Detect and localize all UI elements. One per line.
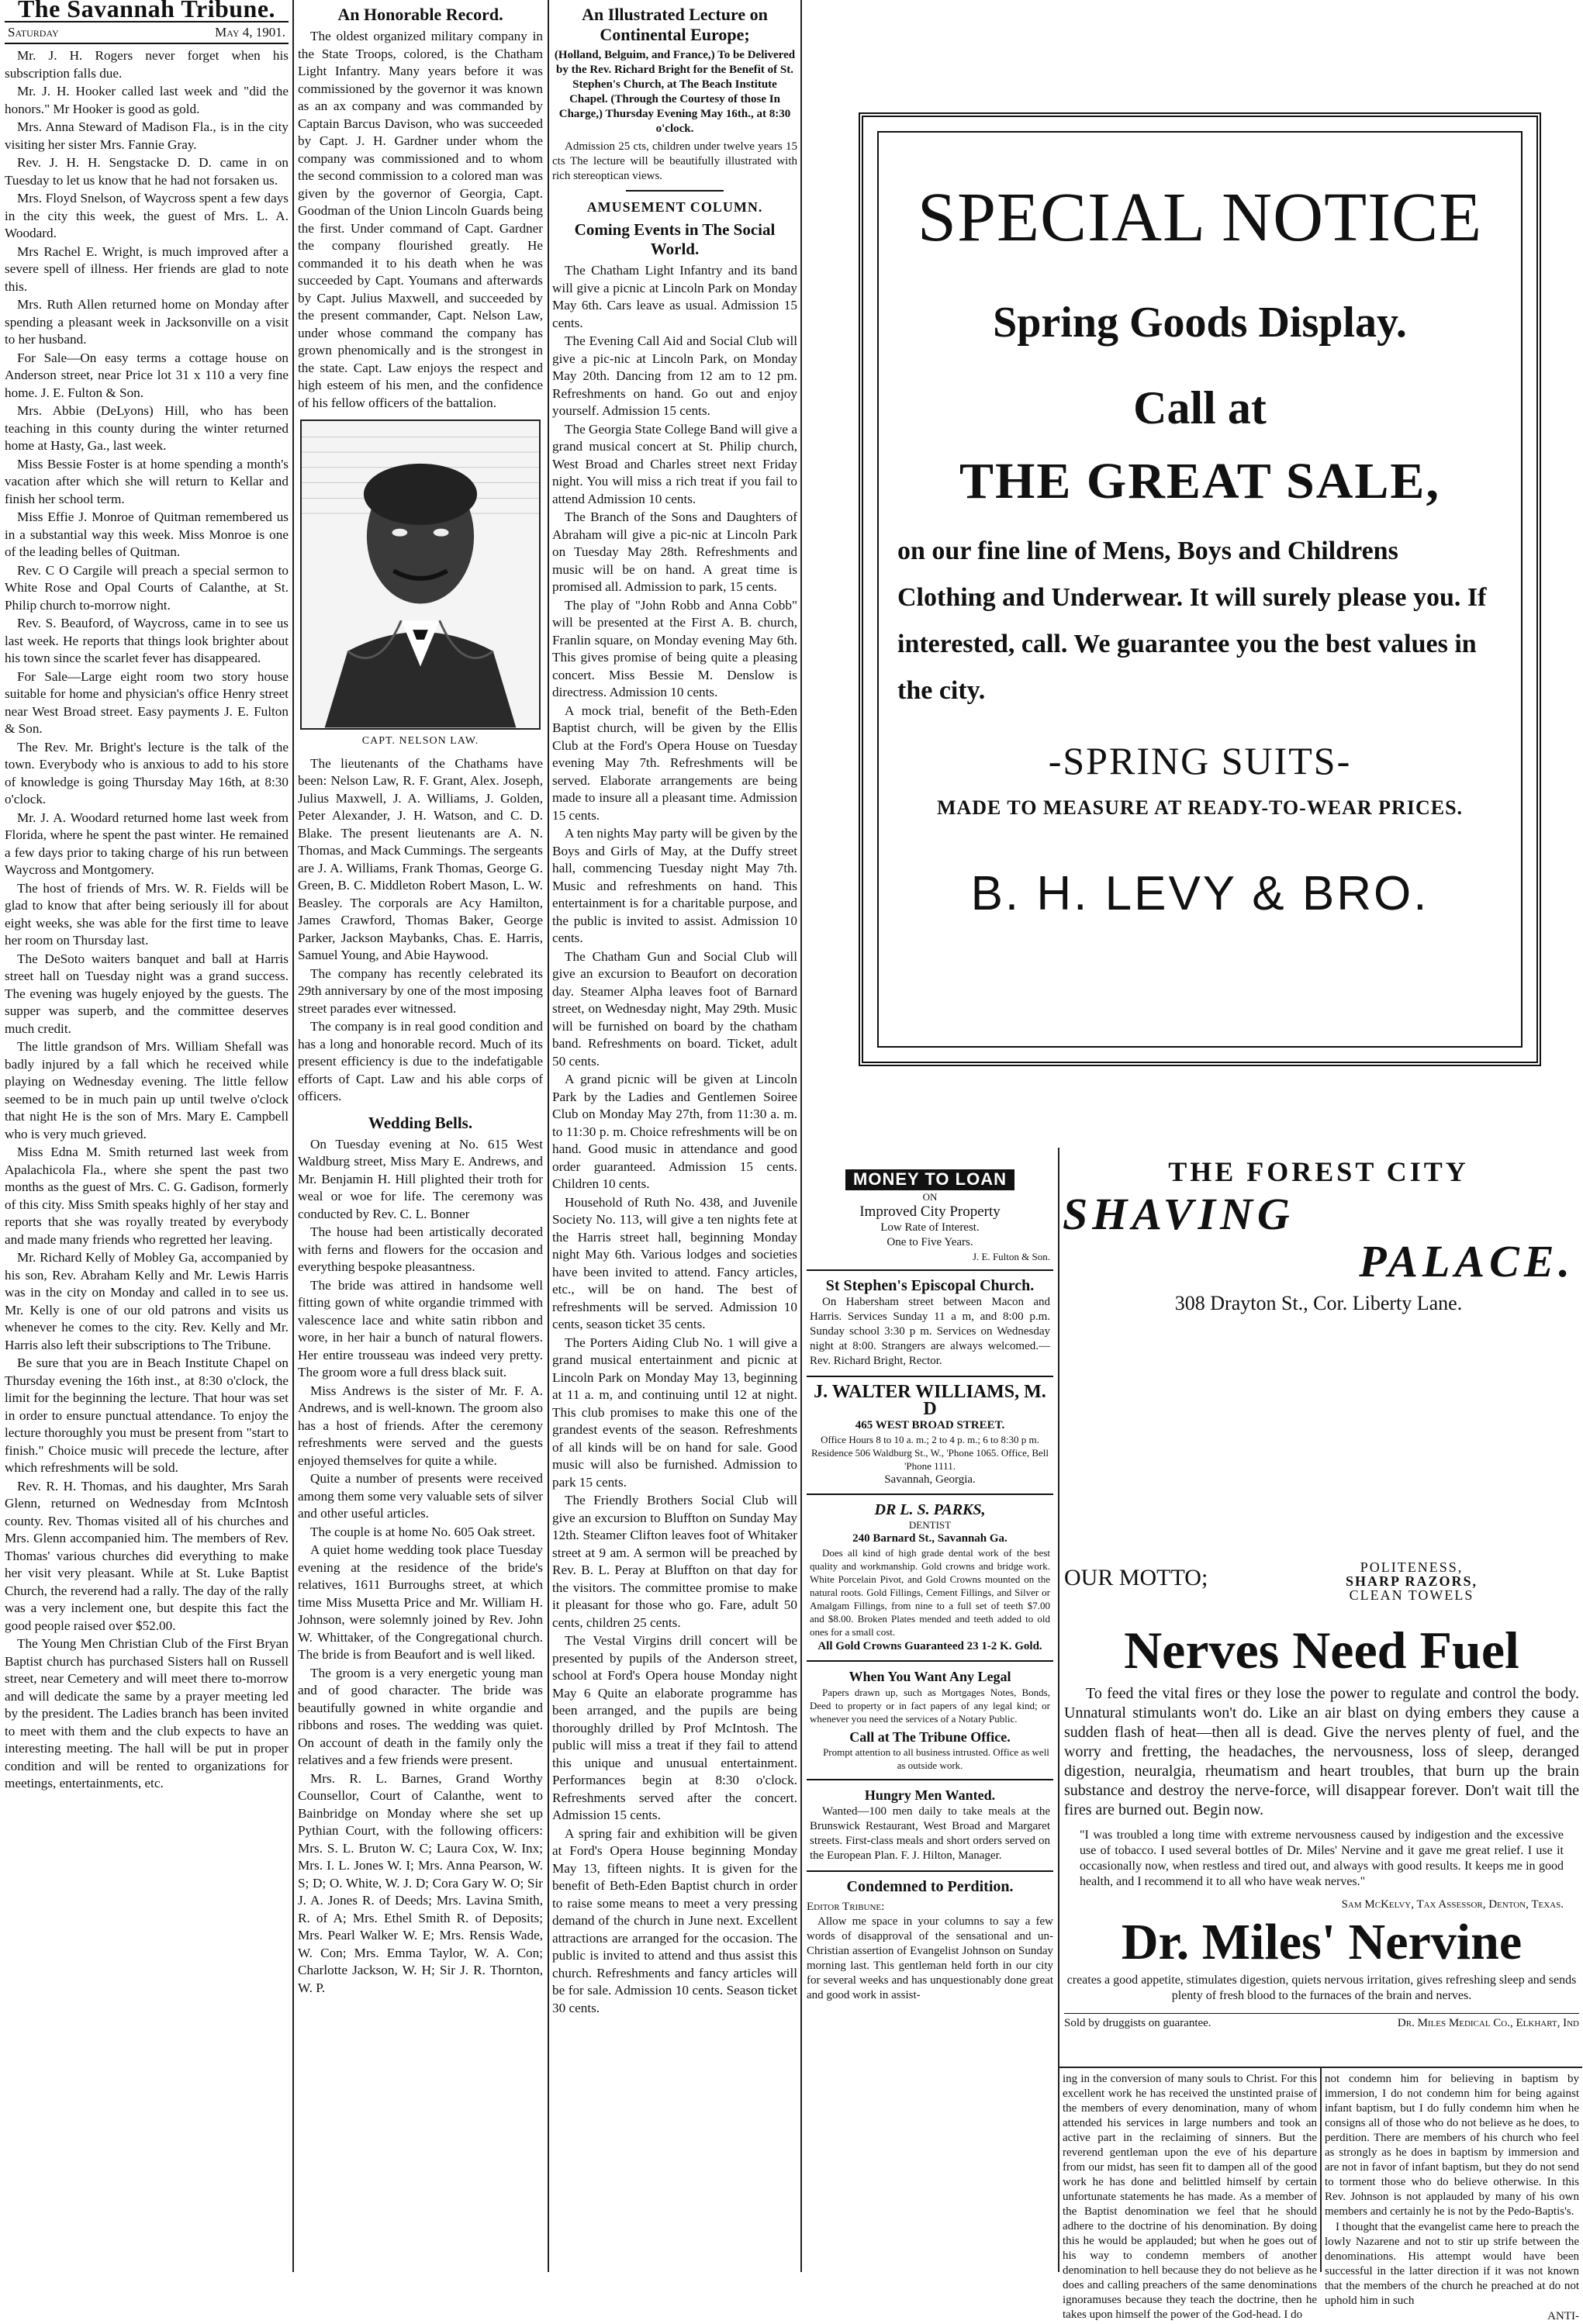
paragraph: A grand picnic will be given at Lincoln Park by the Ladies and Gentlemen Soiree Club on Monday May 27th, from 11:30 a. m. to 11:30 p. m. Choice refreshments will be on hand. Good music in attendance and good order guaranteed. Admission 15 cents. Children 10 cents. [552,1072,797,1191]
paragraph: Mr. J. H. Hooker called last week and "did the honors." Mr Hooker is good as gold. [5,84,289,116]
lecture-details: (Holland, Belguim, and France,) To be Delivered by the Rev. Richard Bright for the Benefit of St. Stephen's Church, at The Beach Institute Chapel. (Through the Courtesy of those In Charge,) Thursday Evening May 16th., at 8:30 o'clock. [554,49,796,135]
paragraph: The little grandson of Mrs. William Shefall was badly injured by a fall which he received while playing on Wednesday evening. The little fellow seemed to be in much pain up until twelve o'clock that night He is the son of Mrs. Mary E. Campbell who is very much grieved. [5,1039,289,1141]
nervine-footer [1064,2013,1579,2030]
shaving-palace-address: 308 Drayton St., Cor. Liberty Lane. [1174,1292,1463,1314]
special-notice-frame [877,131,1523,1048]
paragraph: The Rev. Mr. Bright's lecture is the talk of the town. Everybody who is anxious to add to his store of knowledge is going Thursday May 16th, at 8:30 o'clock. [5,739,289,806]
paragraph: Miss Andrews is the sister of Mr. F. A. Andrews, and is well-known. The groom also has a host of friends. After the ceremony refreshments were served and the guests enjoyed themselves for quite a while. [298,1383,543,1468]
paragraph: Mr. J. A. Woodard returned home last week from Florida, where he spent the past winter. He remained a few days prior to taking charge of his run between Waycross and Montgomery. [5,810,289,877]
notice-call-at: Call at [1133,382,1267,433]
motto-razors: SHARP RAZORS, [1345,1573,1478,1589]
dateline-date: May 4, 1901. [215,24,285,40]
motto-politeness: POLITENESS, [1360,1559,1464,1575]
paragraph: Rev. R. H. Thomas, and his daughter, Mrs Sarah Glenn, returned on Wednesday from McIntosh county. Rev. Thomas visited all of his churches and Mrs. Glenn accompanied him. The members of Rev. Thomas' various churches did everything to make her visit very pleasant. While at St. Luke Baptist Church, the reverend had a rally. The day of the rally was a very inclement one, but despite this fact the good people raised over $52.00. [5,1478,289,1633]
money-line-3: One to Five Years. [887,1236,973,1248]
legal-body: Papers drawn up, such as Mortgages Notes, Bonds, Deed to property or in fact papers of any legal kind; or whenever you need the services of a Notary Public. [810,1686,1050,1725]
hungry-body: Wanted—100 men daily to take meals at the Brunswick Restaurant, West Broad and Margaret streets. First-class meals and short orders served on the European Plan. F. J. Hilton, Manager. [810,1804,1050,1862]
paragraph: The house had been artistically decorated with ferns and flowers for the occasion and everything bespoke pleasantness. [298,1224,543,1274]
paragraph: A quiet home wedding took place Tuesday evening at the residence of the bride's relatives, 1611 Burroughs street, at which time Miss Musetta Price and Mr. William H. Johnson, were solemnly joined by Rev. John W. Whittaker, of the Congregational church. The bride is from Beaufort and is well liked. [298,1542,543,1662]
column-small-ads [807,1163,1053,2063]
parks-crowns: All Gold Crowns Guaranteed 23 1-2 K. Gold. [817,1640,1042,1652]
column-rule [1058,1148,1059,2272]
nervine-sold-by: Sold by druggists on guarantee. [1064,2017,1211,2029]
paragraph: Miss Edna M. Smith returned last week from Apalachicola Fla., where she spent the past two months as the guest of Mrs. C. G. Gadison, formerly of this city. Miss Smith speaks highly of her stay and reports that she was royally treated by everybody and made many friends who regretted her leaving. [5,1145,289,1247]
paragraph: Mrs. Floyd Snelson, of Waycross spent a few days in the city this week, the guest of Mrs. L. A. Woodard. [5,191,289,240]
portrait-illustration [300,420,541,730]
williams-title: J. WALTER WILLIAMS, M. D [814,1381,1046,1419]
paragraph: The play of "John Robb and Anna Cobb" will be presented at the First A. B. church, Franlin square, on Monday evening May 6th. This gives promise of being quite a pleasing concert. Miss Bessie M. Denslow is directress. Admission 10 cents. [552,597,797,699]
lecture-admission: Admission 25 cts, children under twelve years 15 cts The lecture will be beautifully illustrated with rich stereoptican views. [552,140,797,182]
paragraph: Be sure that you are in Beach Institute Chapel on Thursday evening the 16th inst., at 8:30 o'clock, the limit for the beginning the lecture. That hour was set in order to ensure punctual attendance. To enjoy the lecture thoroughly you must be present from "start to finish." Choice music will precede the lecture, after which refreshments will be sold. [5,1355,289,1475]
money-on: ON [922,1190,938,1203]
nervine-ad [1064,1621,1579,2030]
money-firm: J. E. Fulton & Son. [972,1251,1050,1262]
perdition-col2-body: ing in the conversion of many souls to Christ. For this excellent work he has received the unstinted praise of the members of every denomination, many of whom attended his services in large numbers and took an active part in the reclaiming of sinners. But the reverend gentleman upon the eve of his departure from our midst, has seen fit to dampen all of the good work he has done and belittled himself by certain unfortunate statements he has made. As a member of the Baptist denomination we feel that he should adhere to the doctrine of his denomination. By doing this he would be applauded; but when he goes out of his way to condemn members of another denomination to hell because they do not believe as he does and calling preachers of the same denominations ignoramuses because they teach the doctrine, then he takes upon himself the power of the God-head. I do [1063,2073,1317,2321]
paragraph: Mrs. Abbie (DeLyons) Hill, who has been teaching in this county during the winter returned home at Hasty, Ga., last week. [5,403,289,453]
notice-spring-suits: -SPRING SUITS- [1048,739,1352,782]
divider [626,190,724,192]
paragraph: Mr. J. H. Rogers never forget when his subscription falls due. [5,48,289,81]
notice-made-to-measure: MADE TO MEASURE AT READY-TO-WEAR PRICES. [936,796,1464,819]
nervine-headline: Nerves Need Fuel [1124,1621,1519,1680]
shaving-palace-line-2: SHAVING [1063,1189,1294,1239]
notice-body: on our fine line of Mens, Boys and Childrens Clothing and Underwear. It will surely please you. If interested, call. We guarantee you the best values in the city. [897,537,1487,705]
paragraph: Rev. S. Beauford, of Waycross, came in to see us last week. He reports that things look brighter about his town since the scarlet fever has disappeared. [5,616,289,665]
amusement-column-heading: AMUSEMENT COLUMN. [586,199,763,215]
notice-merchant: B. H. LEVY & BRO. [970,867,1429,920]
column-honorable-record [298,0,543,2272]
paragraph: The lieutenants of the Chathams have been: Nelson Law, R. F. Grant, Alex. Joseph, Julius Maxwell, J. A. Williams, J. Golden, Peter Alexander, J. H. Watson, and C. D. Blake. The present lieutenants are A. N. Thomas, and Mack Cummings. The sergeants are J. A. Williams, Frank Thomas, George G. Green, B. C. Middleton Robert Mason, L. W. Beasley. The corporals are Acy Hamilton, James Crawford, Thomas Baker, George Parker, Jackson Maybanks, Chas. E. Harris, Samuel Young, and Abie Haywood. [298,755,543,962]
coming-events-heading: Coming Events in The Social World. [574,220,776,258]
perdition-signature: ANTI- [1547,2310,1579,2322]
williams-ad [807,1377,1053,1495]
nervine-testimonial: "I was troubled a long time with extreme nervousness caused by indigestion and the excessive use of tobacco. I used several bottles of Dr. Miles' Nervine and it gave me great relief. I use it occasionally now, when restless and tired out, and always with good results. It keeps me in good health, and I recommend it to all who have weak nerves." [1080,1828,1564,1888]
column-rule [292,0,294,2272]
paragraph: The Georgia State College Band will give a grand musical concert at St. Philip church, West Broad and Charles street next Friday night. You will miss a rich treat if you fail to attend Admission 10 cents. [552,421,797,506]
honorable-record-heading: An Honorable Record. [337,5,503,24]
perdition-article [807,1872,1053,2004]
notice-spring-goods: Spring Goods Display. [993,299,1407,347]
paragraph: Mr. Richard Kelly of Mobley Ga, accompanied by his son, Rev. Abraham Kelly and Mr. Lewis Harris was in the city on Monday and called in to see us. Mr. Kelly is one of our old patrons and visits us whenever he comes to the city. Rev. Kelly and Mr. Harris also left their subscriptions to The Tribune. [5,1250,289,1352]
honorable-record-body [298,28,543,412]
notice-great-sale: THE GREAT SALE, [959,453,1440,509]
column-rule [800,0,802,2272]
motto-text [1241,1560,1582,1602]
dateline-day: Saturday [8,24,59,40]
money-line-2: Low Rate of Interest. [880,1221,980,1234]
paragraph: The Porters Aiding Club No. 1 will give a grand musical entertainment and picnic at Lincoln Park on Monday May 13, beginning at 11 a. m, and continuing until 12 at night. This club promises to make this one of the grandest events of the season. Refreshments of all kinds will be on hand for sale. Good music will also be furnished. Admission to park 15 cents. [552,1335,797,1490]
lecture-heading: An Illustrated Lecture on Continental Europe; [582,5,768,44]
paragraph: The Young Men Christian Club of the First Bryan Baptist church has purchased Sisters hall on Russell street, near Cemetery and will meet there to-morrow and will dedicate the same by a prayer meeting led by the president. The Ladies branch has been invited to meet with them and the club expects to have an interesting meeting. The hall will be put in proper condition and will be rented to organizations for meetings, entertainments, etc. [5,1636,289,1790]
hungry-title: Hungry Men Wanted. [864,1787,996,1803]
perdition-continued-2 [1325,2072,1579,2322]
nervine-company: Dr. Miles Medical Co., Elkhart, Ind [1397,2017,1579,2029]
paragraph: Quite a number of presents were received among them some very valuable sets of silver and other useful articles. [298,1471,543,1521]
paragraph: The couple is at home No. 605 Oak street. [310,1524,536,1539]
column-rule [548,0,549,2272]
money-line-1: Improved City Property [859,1203,1001,1220]
paragraph: For Sale—Large eight room two story house suitable for home and physician's office Henry street near West Broad street. Easy payments J. E. Fulton & Son. [5,668,289,736]
wedding-bells-body [298,1136,543,1998]
paragraph: On Tuesday evening at No. 615 West Waldburg street, Miss Mary E. Andrews, and Mr. Benjamin H. Hill plighted their troth for weal or woe for life. The ceremony was conducted by Rev. C. L. Bonner [298,1136,543,1221]
perdition-col3-body-b: I thought that the evangelist came here to preach the lowly Nazarene and not to stir up strife between the denominations. His attempt would have been successful in the latter direction if it was not known that the members of the church he preached at do not uphold him in such [1325,2221,1579,2307]
nervine-body: To feed the vital fires or they lose the power to regulate and control the body. Unnatural stimulants won't do. Like an air blast on dying embers they cause a sudden flash of heat—then all is dead. Give the nerves plenty of fuel, and the worry and fretting, the headaches, the nervousness, loss of sleep, deranged digestion, neuralgia, rheumatism and heart troubles, that burn up the brain substance and destroy the nerve-force, will disappear forever. Don't wait till the fires are burned out. Begin now. [1064,1685,1579,1818]
parks-dentist: DENTIST [908,1519,952,1531]
perdition-continued-1 [1063,2072,1317,2321]
special-notice-ad [859,112,1541,1066]
lieutenants-body [298,755,543,1106]
money-to-loan-ad [807,1163,1053,1271]
parks-address: 240 Barnard St., Savannah Ga. [852,1532,1008,1545]
portrait-drawing [302,421,539,728]
nervine-signer: Sam McKelvy, Tax Assessor, Denton, Texas. [1341,1898,1564,1911]
legal-ad [807,1662,1053,1780]
paragraph: For Sale—On easy terms a cottage house on Anderson street, near Price lot 31 x 110 a very fine home. J. E. Fulton & Son. [5,350,289,400]
perdition-salutation: Editor Tribune: [807,1901,885,1913]
legal-title: When You Want Any Legal [849,1669,1011,1684]
paragraph: The Branch of the Sons and Daughters of Abraham will give a pic-nic at Lincoln Park on Tuesday May 28th. Refreshments and music will be on hand. A great time is promised all. Admission to park, 15 cents. [552,509,797,594]
hungry-men-ad [807,1780,1053,1872]
parks-title: DR L. S. PARKS, [874,1500,986,1518]
paragraph: Mrs. R. L. Barnes, Grand Worthy Counsellor, Court of Calanthe, went to Bainbridge on Monday where she set up Pythian Court, with the following officers: Mrs. S. L. Bruton W. C; Laura Cox, W. Inx; Mrs. I. L. Jones W. I; Mrs. Anna Pearson, W. S; D; O. White, W. J. D; Cora Gary W. O; Sir J. A. Jones R. of Deeds; Mrs. Lavina Smith, R. of A; Mrs. Ethel Smith R. of Deposits; Mrs. Pearl Walker W. E; Mrs. Rensis Wade, W. Con; Mrs. Emma Taylor, W. A. Con; Charlotte Jackson, W. H; Sir J. R. Thornton, W. P. [298,1770,543,1995]
nervine-brand: Dr. Miles' Nervine [1121,1914,1523,1970]
nervine-brand-body: creates a good appetite, stimulates digestion, quiets nervous irritation, gives refreshing sleep and sends plenty of fresh blood to the furnaces of the brain and nerves. [1066,1974,1577,2002]
williams-address: 465 WEST BROAD STREET. [855,1418,1005,1431]
perdition-title: Condemned to Perdition. [846,1877,1014,1895]
williams-city: Savannah, Georgia. [884,1473,976,1486]
money-to-loan-tag: MONEY TO LOAN [845,1169,1014,1190]
paragraph: The Friendly Brothers Social Club will give an excursion to Bluffton on Sunday May 12th. Steamer Clifton leaves foot of Whitaker street at 9 am. A sermon will be preached by Rev. B. L. Peray at Bluffton on that day for the visitors. The committee promise to make it pleasant for those who go. Fare, adult 50 cents, children 25 cents. [552,1493,797,1630]
paragraph: A mock trial, benefit of the Beth-Eden Baptist church, will be given by the Ellis Club at the Ford's Opera House on Tuesday evening May 7th. Refreshments will be served. Elaborate arrangements are being made to insure all a pleasant time. Admission 15 cents. [552,703,797,823]
williams-hours: Office Hours 8 to 10 a. m.; 2 to 4 p. m.; 6 to 8:30 p m. Residence 506 Waldburg St., W., 'Phone 1065. Office, Bell 'Phone 1111. [811,1433,1049,1472]
paragraph: The Chatham Gun and Social Club will give an excursion to Beaufort on decoration day. Steamer Alpha leaves foot of Barnard street, on Wednesday night, May 29th. Music will be furnished on board by the chatham band. Refreshments on board. Ticket, adult 50 cents. [552,948,797,1069]
dateline [5,22,289,45]
coming-events-body [552,262,797,2017]
paragraph: A spring fair and exhibition will be given at Ford's Opera House beginning Monday May 13, fifteen nights. It is given for the benefit of Beth-Eden Baptist church in order to raise some means to meet a very pressing demand of the church in June next. Excellent attractions are arranged for the occasion. The public is invited to attend and thus assist this church. Refreshments and fancy articles will be for sale. Admission 10 cents. Season ticket 30 cents. [552,1825,797,2015]
parks-body: Does all kind of high grade dental work of the best quality and workmanship. Gold crowns and bridge work. White Porcelain Pivot, and Gold Crowns mounted on the natural roots. Gold Fillings, Cement Fillings, and Silver or Amalgam Fillings, from nine to a full set of teeth $7.00 and $8.00. Broken Plates mended and teeth added to old ones for a small cost. [810,1547,1050,1638]
perdition-col3-body: not condemn him for believing in baptism by immersion, I do not condemn him for being against infant baptism, but I do fully condemn him when he consigns all of those who do not believe as he does, to perdition. There are members of his church who feel as strongly as he does in baptism by immersion and are not in favor of infant baptism, but they do not send to torment those who do believe otherwise. In this Rev. Johnson is not applauded by many of his own members and certainly he is not by the Pedo-Baptis's. [1325,2073,1579,2218]
paragraph: The Evening Call Aid and Social Club will give a pic-nic at Lincoln Park, on Monday May 20th. Dancing from 12 am to 12 pm. Refreshments on hand. Go out and enjoy yourself. Admission 15 cents. [552,333,797,418]
church-notice [807,1271,1053,1377]
church-title: St Stephen's Episcopal Church. [825,1277,1035,1294]
masthead-title: The Savannah Tribune. [5,0,289,22]
paragraph: Rev. C O Cargile will preach a special sermon to White Rose and Opal Courts of Calanthe, at St. Philip church to-morrow night. [5,562,289,613]
paragraph: The bride was attired in handsome well fitting gown of white organdie trimmed with valescence lace and white satin ribbon and wore, in her hair a bunch of natural flowers. Her entire trousseau was indeed very pretty. The groom wore a full dress black suit. [298,1277,543,1380]
paragraph: The Vestal Virgins drill concert will be presented by pupils of the Anderson street, school at Ford's Opera house Monday night May 6 Quite an elaborate programme has been arranged, and the pupils are being thoroughly drilled by Prof McIntosh. The public will miss a treat if they fail to attend this unique and unusual entertainment. Performances begin at 8:30 o'clock. Refreshments served after the concert. Admission 15 cents. [552,1633,797,1822]
paragraph: The host of friends of Mrs. W. R. Fields will be glad to know that after being seriously ill for about eight weeks, she was able for the first time to leave her room on Thursday last. [5,880,289,948]
paragraph: The groom is a very energetic young man and of good character. The bride was beautifully gowned in white organdie and ribbons and roses. The wedding was quiet. On account of death in the family only the relatives and a few friends were present. [298,1665,543,1767]
column-amusements [552,0,797,2272]
paragraph: Household of Ruth No. 438, and Juvenile Society No. 113, will give a ten nights fete at the Harris street hall, beginning Monday night May 6th. Various lodges and societies have been invited to attend. Fancy articles, etc., will be on hand. The best of refreshments will be served. Admission 10 cents, season ticket 35 cents. [552,1194,797,1331]
parks-ad [807,1495,1053,1663]
local-news-items [5,47,289,1793]
wedding-bells-heading: Wedding Bells. [368,1113,473,1132]
column-rule [1320,2067,1322,2272]
paragraph: The company is in real good condition and has a long and honorable record. Much of its present efficiency is due to the indefatigable efforts of Capt. Law and his able corps of officers. [298,1019,543,1103]
church-body: On Habersham street between Macon and Harris. Services Sunday 11 a m, and 8:00 p.m. Sunday school 3:30 p m. Services on Wednesday night at 8:00. Strangers are always welcomed.—Rev. Richard Bright, Rector. [810,1295,1050,1367]
motto-towels: CLEAN TOWELS [1349,1587,1474,1603]
shaving-palace-line-1: THE FOREST CITY [1168,1156,1469,1187]
paragraph: The company has recently celebrated its 29th anniversary by one of the most imposing street parades ever witnessed. [298,965,543,1016]
paragraph: Mrs Rachel E. Wright, is much improved after a severe spell of illness. Her friends are glad to note this. [5,243,289,294]
paragraph: The oldest organized military company in the State Troops, colored, is the Chatham Light Infantry. Many years before it was commissioned by the governor it was known as an ax company and was commanded by Captain Barcus Davison, who was succeeded by Capt. J. H. Gardner under whom the company was commissioned and to whom the second commission to a colored man was given by the governor of Georgia, Capt. Goodman of the Union Lincoln Guards being the first. Under command of Capt. Gardner the company flourished greatly. He commanded it to his death when he was succeeded by Capt. Youmans and afterwards by Capt. Julius Maxwell, and succeeded by the present commander, Capt. Nelson Law, under whose command the company has grown phenomically and is the strongest in the state. Capt. Law enjoys the respect and high esteem of his men, and the confidence of his fellow officers of the battalion. [298,29,543,410]
paragraph: Mrs. Anna Steward of Madison Fla., is in the city visiting her sister Mrs. Fannie Gray. [5,119,289,152]
paragraph: The Chatham Light Infantry and its band will give a picnic at Lincoln Park on Monday May 6th. Cars leave as usual. Admission 15 cents. [552,263,797,330]
shaving-palace-ad [1063,1155,1574,1315]
paragraph: Mrs. Ruth Allen returned home on Monday after spending a pleasant week in Jacksonville on a visit to her husband. [5,297,289,347]
notice-headline: SPECIAL NOTICE [917,179,1483,256]
motto-label: OUR MOTTO; [1064,1565,1208,1590]
paragraph: Miss Bessie Foster is at home spending a month's vacation after which she will return to Kellar and finish her school term. [5,456,289,506]
paragraph: A ten nights May party will be given by the Boys and Girls of May, at the Duffy street hall, commencing Tuesday night May 7th. Music and refreshments on hand. This entertainment is for a charitable purpose, and the public is invited to assist. Admission 10 cents. [552,826,797,945]
perdition-body: Allow me space in your columns to say a few words of disapproval of the sensational and un-Christian assertion of Evangelist Johnson on Sunday morning last. This gentleman held forth in our city for several weeks and has unquestionably done great and good work in assist- [807,1915,1053,2001]
paragraph: The DeSoto waiters banquet and ball at Harris street hall on Tuesday night was a grand success. The evening was hugely enjoyed by the guests. The supper was superb, and the committee deserves much credit. [5,951,289,1036]
portrait-caption: CAPT. NELSON LAW. [361,735,479,747]
tribune-office-title: Call at The Tribune Office. [849,1728,1011,1745]
paragraph: Rev. J. H. H. Sengstacke D. D. came in on Tuesday to let us know that he had not forsaken us. [5,155,289,188]
column-local-news [5,0,289,2272]
tribune-office-body: Prompt attention to all business intrusted. Office as well as outside work. [823,1746,1049,1771]
paragraph: Miss Effie J. Monroe of Quitman remembered us in a substantial way this week. Miss Monroe is one of the leading belles of Quitman. [5,509,289,559]
shaving-palace-line-3: PALACE. [1359,1236,1574,1286]
